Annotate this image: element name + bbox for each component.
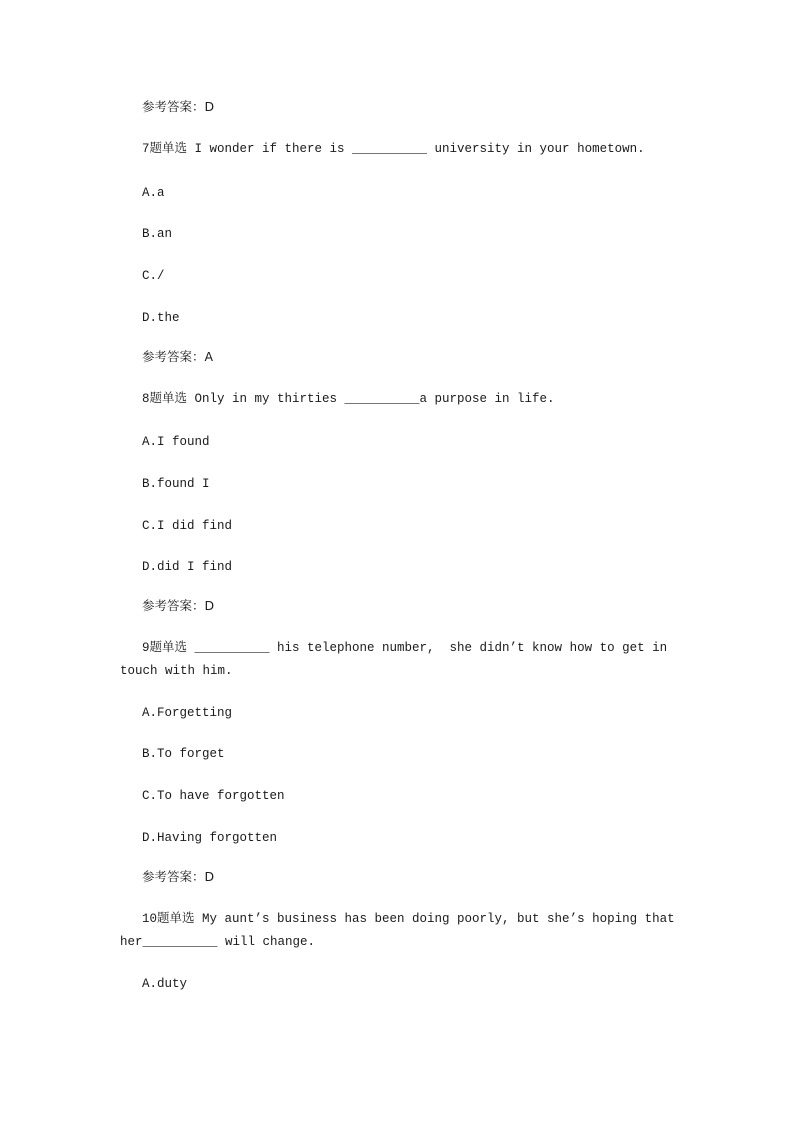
option-7-b: B.an [142,227,173,241]
answer-key-8: 参考答案：D [142,598,215,613]
option-8-b: B.found I [142,477,210,491]
option-7-c: C./ [142,269,165,283]
question-10: 10题单选 My aunt’s business has been doing poorly, but she’s hoping that [142,912,675,926]
answer-key-7: 参考答案：A [142,349,214,364]
answer-key-9: 参考答案：D [142,869,215,884]
option-9-a: A.Forgetting [142,706,233,720]
option-8-d: D.did I find [142,560,233,574]
option-10-a: A.duty [142,977,188,991]
question-9-cont: touch with him. [120,664,233,678]
answer-key-6: 参考答案：D [142,99,215,114]
option-9-c: C.To have forgotten [142,789,285,803]
option-8-c: C.I did find [142,519,233,533]
question-10-cont: her__________ will change. [120,935,316,949]
question-8: 8题单选 Only in my thirties __________a purpose in life. [142,392,555,406]
question-7: 7题单选 I wonder if there is __________ university in your hometown. [142,142,645,156]
option-7-a: A.a [142,186,165,200]
option-8-a: A.I found [142,435,210,449]
question-9: 9题单选 __________ his telephone number, she didn’t know how to get in [142,641,668,655]
option-9-b: B.To forget [142,747,225,761]
option-7-d: D.the [142,311,180,325]
option-9-d: D.Having forgotten [142,831,278,845]
